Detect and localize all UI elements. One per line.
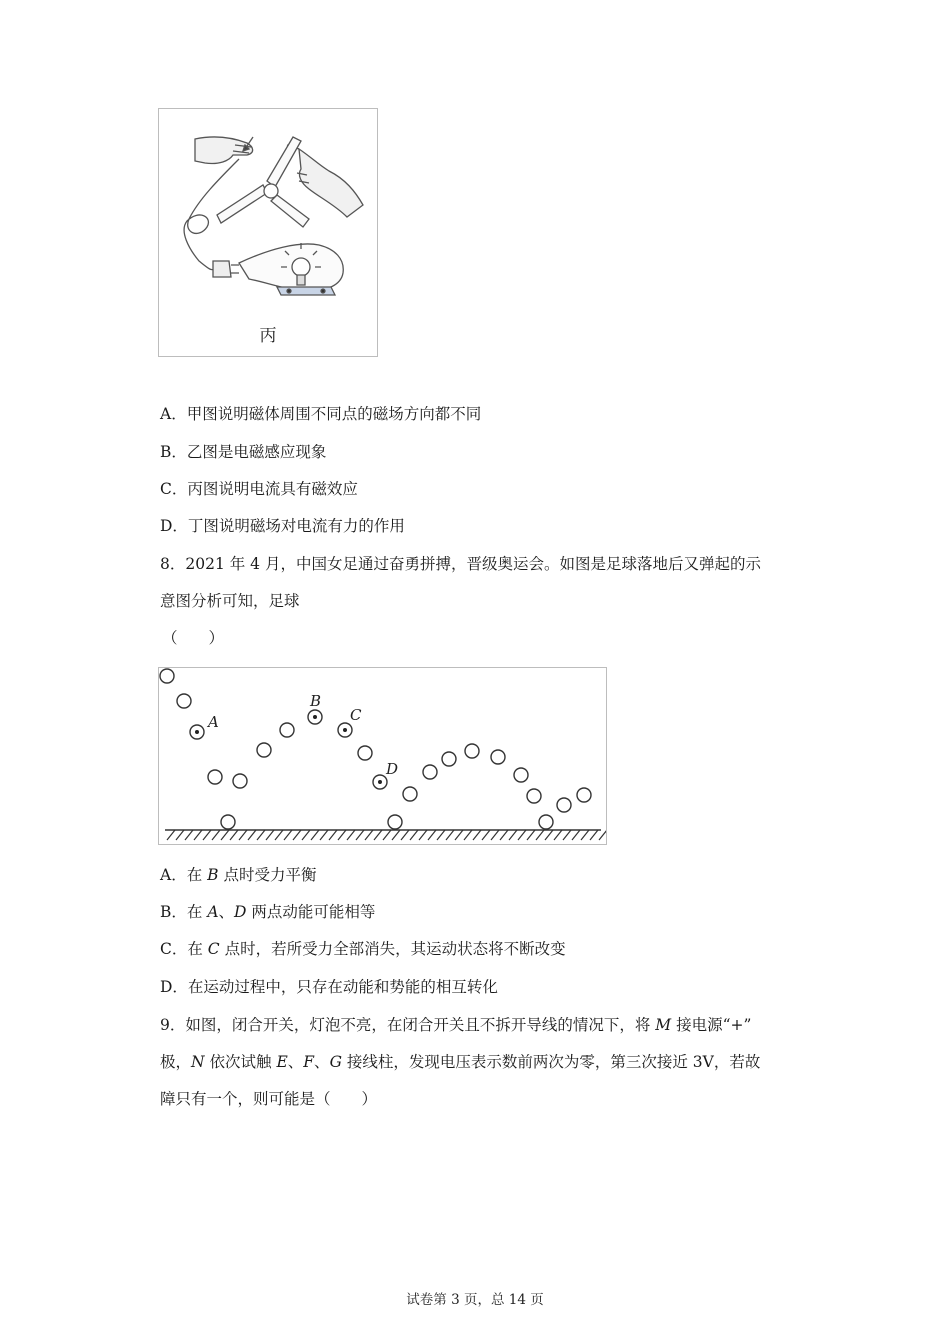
ground-hatch xyxy=(419,830,427,840)
label-c: C xyxy=(350,706,362,724)
q9-stem-line2: 极，N 依次试触 E、F、G 接线柱，发现电压表示数前两次为零，第三次接近 3V，若故 xyxy=(160,1053,761,1071)
q9-stem-line3: 障只有一个，则可能是（ ） xyxy=(160,1090,378,1108)
figure-bouncing-ball xyxy=(158,667,607,845)
q8-answer-blank: （ ） xyxy=(162,629,225,647)
ground-hatch xyxy=(410,830,418,840)
ground-hatch xyxy=(590,830,598,840)
ground-hatch xyxy=(554,830,562,840)
label-b: B xyxy=(310,692,322,710)
ground-hatch xyxy=(203,830,211,840)
ground-hatch xyxy=(374,830,382,840)
ground-hatch xyxy=(455,830,463,840)
ground-hatch xyxy=(527,830,535,840)
ground-hatch xyxy=(536,830,544,840)
ground-hatch xyxy=(392,830,400,840)
ground-hatch xyxy=(545,830,553,840)
label-a: A xyxy=(208,713,219,731)
ground-hatch xyxy=(500,830,508,840)
ground-hatch xyxy=(464,830,472,840)
ground-hatch xyxy=(347,830,355,840)
ground-hatch xyxy=(266,830,274,840)
ground-hatch xyxy=(230,830,238,840)
ground-hatch xyxy=(437,830,445,840)
ground-hatch xyxy=(365,830,373,840)
page-footer: 试卷第 3 页，总 14 页 xyxy=(406,1292,544,1308)
ground-hatch xyxy=(320,830,328,840)
ground-hatch xyxy=(176,830,184,840)
figure-caption: 丙 xyxy=(259,326,277,346)
ground-hatch xyxy=(248,830,256,840)
q7-option-b: B．乙图是电磁感应现象 xyxy=(160,443,327,461)
generator-illustration xyxy=(159,109,377,356)
ground-hatch xyxy=(356,830,364,840)
ground-hatch xyxy=(446,830,454,840)
ground-hatch xyxy=(212,830,220,840)
q7-option-c: C．丙图说明电流具有磁效应 xyxy=(160,480,358,498)
ground-hatch xyxy=(239,830,247,840)
ground-hatch xyxy=(572,830,580,840)
ground-hatch xyxy=(599,830,606,840)
ground-hatch xyxy=(518,830,526,840)
q7-option-d: D．丁图说明磁场对电流有力的作用 xyxy=(160,517,405,535)
q8-option-c: C．在 C 点时，若所受力全部消失，其运动状态将不断改变 xyxy=(160,940,566,958)
ground-hatch xyxy=(275,830,283,840)
q8-stem-line1: 8．2021 年 4 月，中国女足通过奋勇拼搏，晋级奥运会。如图是足球落地后又弹起的示 xyxy=(160,555,761,573)
ground-hatch xyxy=(257,830,265,840)
q8-option-d: D．在运动过程中，只存在动能和势能的相互转化 xyxy=(160,978,498,996)
ground-hatch xyxy=(383,830,391,840)
ground-hatch xyxy=(401,830,409,840)
ground-hatch xyxy=(473,830,481,840)
ground-hatch xyxy=(329,830,337,840)
q8-stem-line2: 意图分析可知，足球 xyxy=(160,592,300,610)
ground-hatch xyxy=(563,830,571,840)
ground-hatch xyxy=(284,830,292,840)
ground-hatch xyxy=(428,830,436,840)
ground-hatch xyxy=(185,830,193,840)
ground-hatch xyxy=(482,830,490,840)
ground-hatch xyxy=(491,830,499,840)
ground-hatch xyxy=(311,830,319,840)
ground-hatch xyxy=(581,830,589,840)
ground-hatch xyxy=(221,830,229,840)
figure-bing xyxy=(158,108,378,357)
q8-option-b: B．在 A、D 两点动能可能相等 xyxy=(160,903,376,921)
q8-option-a: A．在 B 点时受力平衡 xyxy=(160,866,317,884)
bouncing-ball-diagram xyxy=(159,668,606,844)
ground-hatch xyxy=(338,830,346,840)
ground-hatch xyxy=(194,830,202,840)
ground-hatch xyxy=(302,830,310,840)
ground-hatch xyxy=(509,830,517,840)
ground-hatch xyxy=(167,830,175,840)
ground-hatch xyxy=(293,830,301,840)
q9-stem-line1: 9．如图，闭合开关，灯泡不亮，在闭合开关且不拆开导线的情况下，将 M 接电源“+” xyxy=(160,1016,752,1034)
label-d: D xyxy=(386,760,399,778)
q7-option-a: A．甲图说明磁体周围不同点的磁场方向都不同 xyxy=(160,405,482,423)
